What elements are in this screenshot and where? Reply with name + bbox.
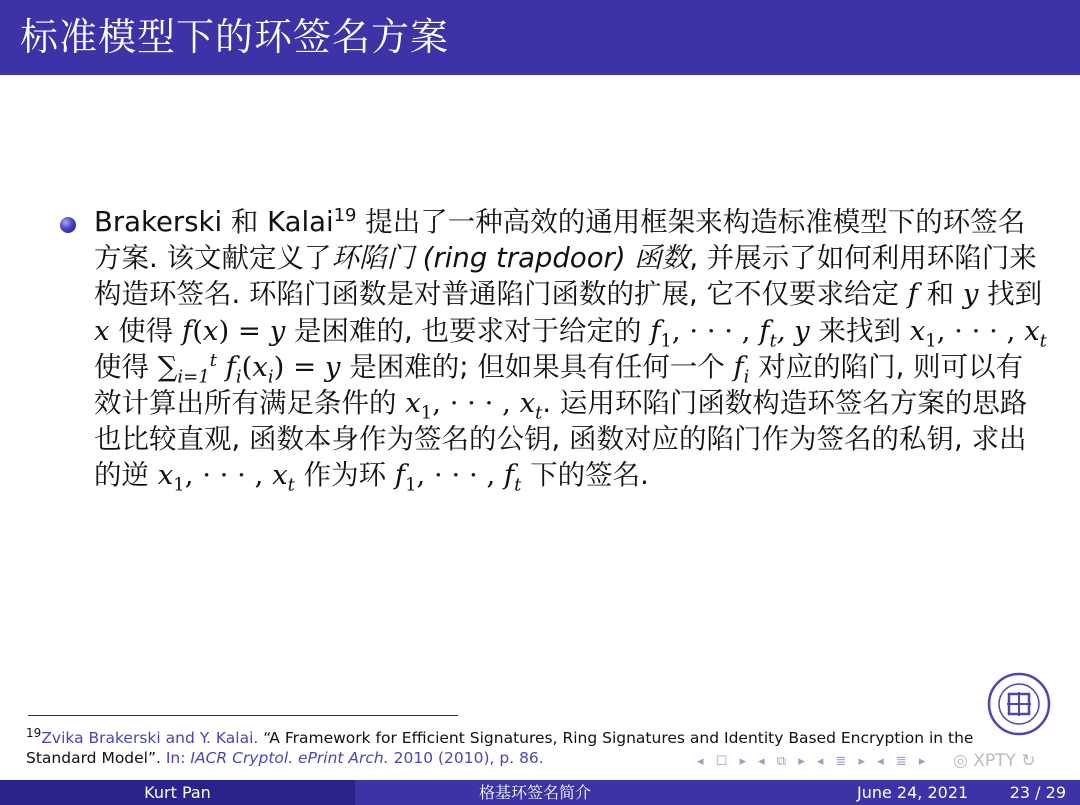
nav-section-icon[interactable]: ◂ ≣ ▸	[816, 754, 870, 769]
nav-subsection-icon[interactable]: ◂ ⧉ ▸	[758, 754, 809, 769]
footnote: $^{19}$Zvika Brakerski and Y. Kalai. “A Framework for Efficient Signatures, Ring Signatures and Identity Based Encryption in the Standard Model”. In: IACR Cryptol. ePrint Arch. 2010 (2010), p. 86.	[26, 725, 974, 767]
footnote-number: 19	[26, 725, 42, 740]
search-icon[interactable]: ↻	[1021, 751, 1036, 771]
footer-author: Kurt Pan	[0, 780, 355, 805]
nav-doc-icon[interactable]: ◂ ≣ ▸	[877, 754, 930, 769]
body-text: Brakerski 和 Kalai$^{19}$ 提出了一种高效的通用框架来构造标准模型下的环签名方案. 该文献定义了环陷门 (ring trapdoor) 函数, 并展示了如何利用环陷门来构造环签名. 环陷门函数是对普通陷门函数的扩展, 它不仅要求给定 f 和 y 找到 x 使得 f(x) = y 是困难的, 也要求对于给定的 $f_1$, · · · , $f_t$, y 来找到 $x_1$, · · · , $x_t$ 使得 $\sum_{i=1}^t$ $f_i(x_i) = y$ 是困难的; 但如果具有任何一个 $f_i$ 对应的陷门, 则可以有效计算出所有满足条件的 $x_1$, · · · , $x_t$. 运用环陷门函数构造环签名方案的思路也比较直观, 函数本身作为签名的公钥, 函数对应的陷门作为签名的私钥, 求出的逆 $x_1$, · · · , $x_t$ 作为环 $f_1$, · · · , $f_t$ 下的签名.	[94, 204, 1047, 496]
beamer-nav-bar	[697, 754, 929, 769]
bullet-item	[58, 204, 1048, 494]
footnote-authors-link[interactable]: Zvika Brakerski and Y. Kalai.	[41, 729, 259, 747]
footnote-rule	[28, 715, 458, 716]
nav-frame-icon[interactable]: ◂ ☐ ▸	[697, 754, 750, 769]
bullet-icon	[60, 217, 76, 233]
footer-date: June 24, 2021	[857, 783, 969, 802]
footnote-venue-link[interactable]: IACR Cryptol. ePrint Arch.	[190, 749, 389, 767]
watermark: ◎ XPTY ↻	[953, 751, 1036, 771]
slide-title: 标准模型下的环签名方案	[0, 0, 1080, 75]
footnote-ref[interactable]: 19	[333, 204, 357, 226]
wechat-icon: ◎	[953, 751, 968, 771]
footer-title: 格基环签名简介	[355, 780, 715, 805]
footer-right	[715, 780, 1080, 805]
footer-bar	[0, 780, 1080, 805]
slide-body	[58, 204, 1048, 494]
footer-page-number: 23 / 29	[1009, 783, 1066, 802]
university-seal-logo	[987, 672, 1051, 736]
